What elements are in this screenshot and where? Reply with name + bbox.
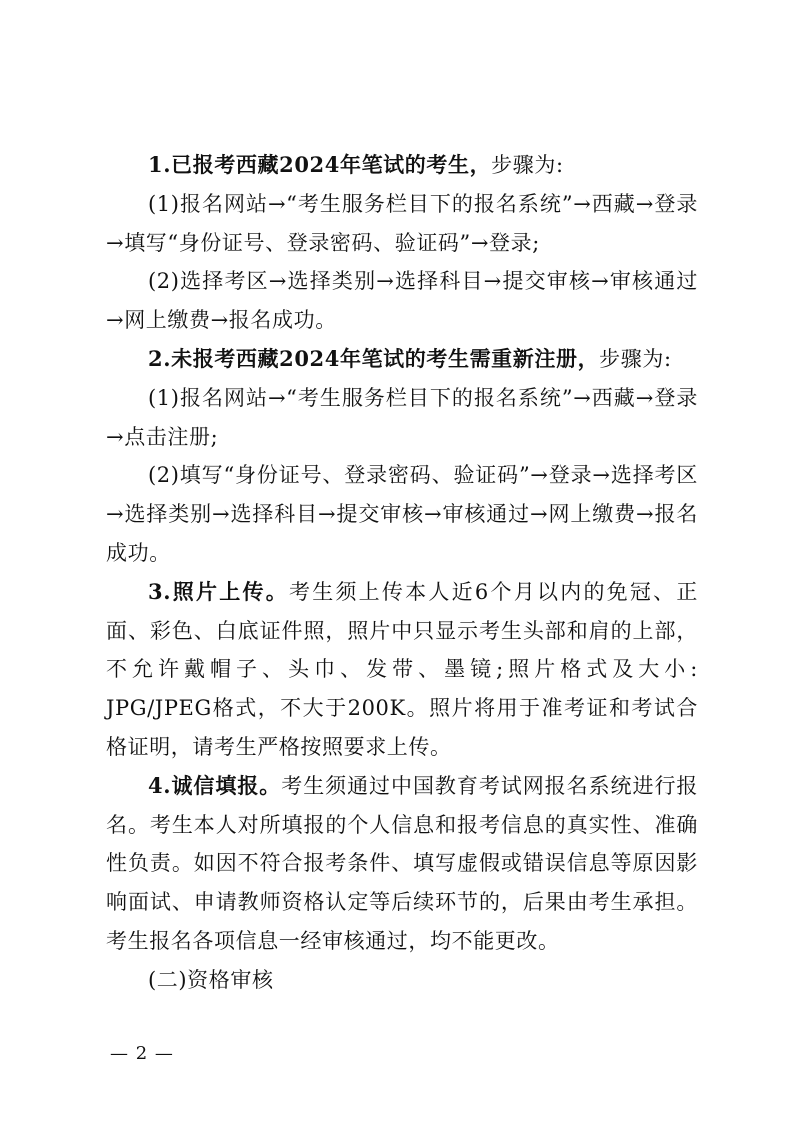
paragraph-4-heading: 2.未报考西藏2024年笔试的考生需重新注册，	[148, 345, 600, 371]
paragraph-8-heading: 4.诚信填报。	[148, 772, 282, 798]
paragraph-8-text: 考生须通过中国教育考试网报名系统进行报名。考生本人对所填报的个人信息和报考信息的真实性、准确性负责。如因不符合报考条件、填写虚假或错误信息等原因影响面试、申请教师资格认定等后续环节的，后果由考生承担。考生报名各项信息一经审核通过，均不能更改。	[106, 773, 698, 953]
paragraph-1-text: 步骤为:	[491, 153, 564, 177]
paragraph-5	[106, 379, 698, 457]
paragraph-9-text: (二)资格审核	[148, 967, 274, 992]
paragraph-7-heading: 3.照片上传。	[148, 578, 289, 604]
paragraph-7-text: 考生须上传本人近6个月以内的免冠、正面、彩色、白底证件照，照片中只显示考生头部和肩的上部，不允许戴帽子、头巾、发带、墨镜;照片格式及大小: JPG/JPEG格式，不大于200K。照片将用于准考证和考试合格证明，请考生严格按照要求上传。	[106, 579, 698, 759]
paragraph-4	[106, 340, 698, 379]
document-body	[106, 146, 698, 1000]
paragraph-7	[106, 573, 698, 767]
paragraph-1	[106, 146, 698, 185]
paragraph-6	[106, 456, 698, 572]
paragraph-4-text: 步骤为:	[599, 346, 672, 371]
paragraph-5-text: (1)报名网站→“考生服务栏目下的报名系统”→西藏→登录→点击注册;	[106, 385, 698, 449]
paragraph-1-heading: 1.已报考西藏2024年笔试的考生，	[148, 152, 492, 177]
paragraph-3	[106, 262, 698, 340]
paragraph-3-text: (2)选择考区→选择类别→选择科目→提交审核→审核通过→网上缴费→报名成功。	[106, 269, 698, 333]
paragraph-2	[106, 185, 698, 263]
paragraph-9	[106, 961, 698, 1000]
paragraph-6-text: (2)填写“身份证号、登录密码、验证码”→登录→选择考区→选择类别→选择科目→提交审核→审核通过→网上缴费→报名成功。	[106, 463, 698, 565]
paragraph-2-text: (1)报名网站→“考生服务栏目下的报名系统”→西藏→登录→填写“身份证号、登录密码、验证码”→登录;	[106, 191, 698, 255]
paragraph-8	[106, 767, 698, 961]
page-number: — 2 —	[110, 1043, 174, 1064]
